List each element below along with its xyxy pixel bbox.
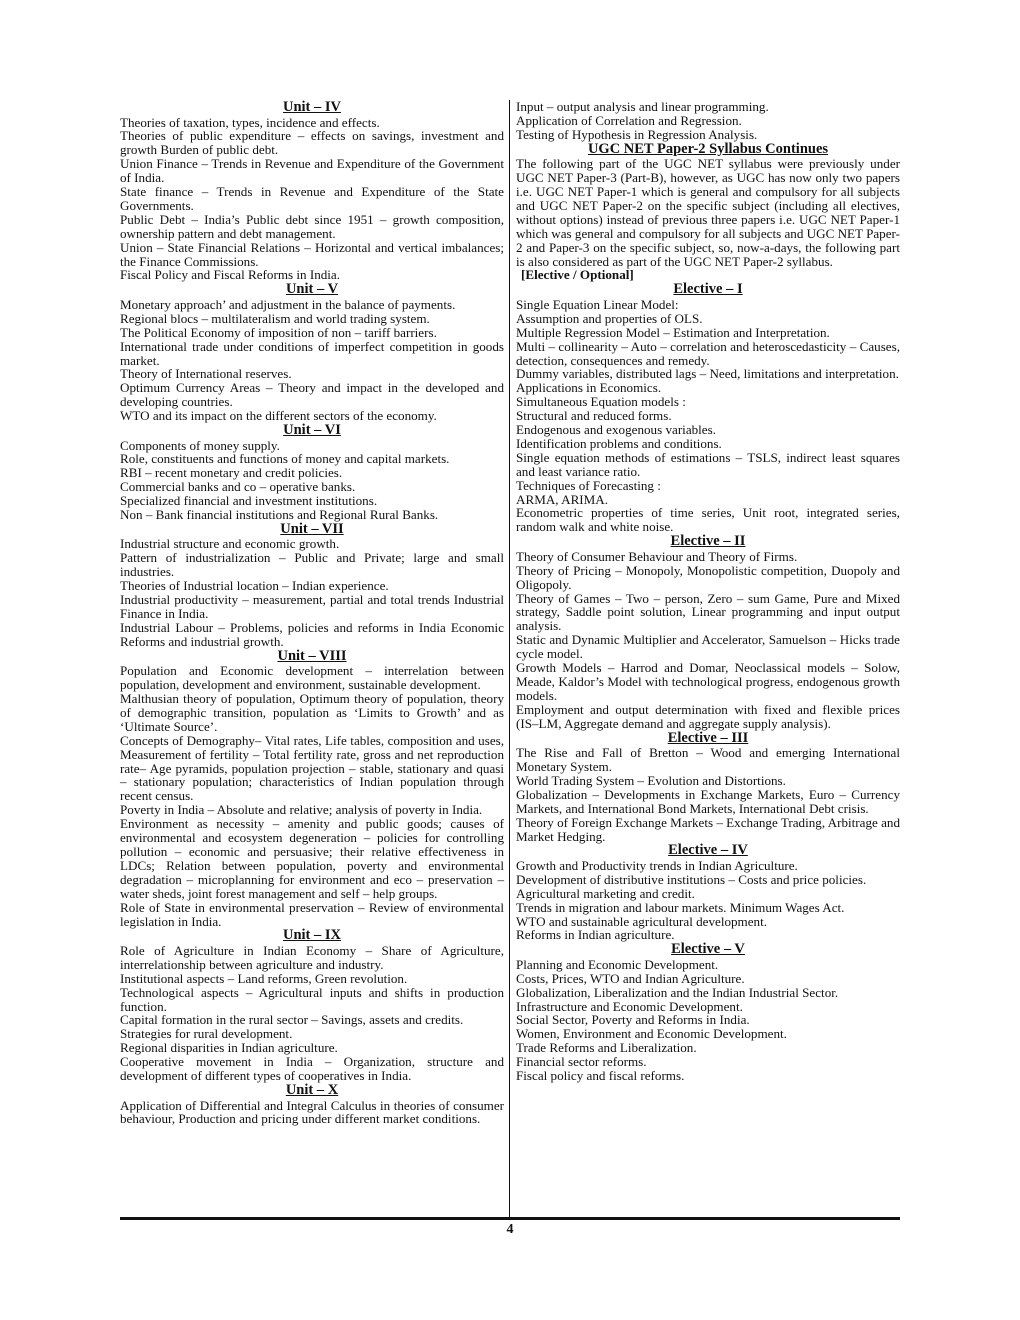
unit-4-item: Union Finance – Trends in Revenue and Expenditure of the Government of India. [120, 156, 504, 186]
elective-3-item: Theory of Foreign Exchange Markets – Exchange Trading, Arbitrage and Market Hedging. [516, 814, 900, 844]
unit-9-section [120, 928, 504, 1083]
unit-9-item: Regional disparities in Indian agriculture. [120, 1040, 338, 1056]
unit-4-item: Theories of public expenditure – effects on savings, investment and growth Burden of public debt. [120, 128, 504, 158]
unit-9-item: Role of Agriculture in Indian Economy – Share of Agriculture, interrelationship between agriculture and industry. [120, 942, 504, 972]
elective-2-section [516, 534, 900, 730]
unit-8-item: Environment as necessity – amenity and public goods; causes of environmental and ecosystem degeneration – policies for controlling pollution – economic and persuasive; their relative effectiveness in LDCs; Relation between population, poverty and environmental degradation – microplanning for environment and eco – preservation – water sheds, joint forest management and self – help groups. [120, 816, 504, 901]
elective-2-item: Growth Models – Harrod and Domar, Neoclassical models – Solow, Meade, Kaldor’s Model with technological progress, endogenous growth models. [516, 660, 900, 703]
unit-4-section [120, 100, 504, 282]
unit-6-item: Commercial banks and co – operative banks. [120, 479, 356, 495]
elective-4-item: Trends in migration and labour markets. Minimum Wages Act. [516, 899, 845, 915]
unit-7-section [120, 522, 504, 649]
unit-9-item: Strategies for rural development. [120, 1026, 293, 1042]
unit-6-item: Components of money supply. [120, 437, 280, 453]
unit-6-item: Role, constituents and functions of money and capital markets. [120, 451, 450, 467]
unit-8-section [120, 649, 504, 929]
unit-4-item: State finance – Trends in Revenue and Expenditure of the State Governments. [120, 184, 504, 213]
left-column [120, 100, 504, 1126]
elective-3-heading: Elective – III [667, 729, 749, 746]
footer-rule [120, 1217, 900, 1220]
elective-4-item: WTO and sustainable agricultural development. [516, 913, 768, 929]
elective-5-section [516, 942, 900, 1083]
elective-4-item: Agricultural marketing and credit. [516, 885, 695, 901]
unit-8-item: Poverty in India – Absolute and relative; analysis of poverty in India. [120, 802, 483, 818]
intro-item: Testing of Hypothesis in Regression Analysis. [516, 126, 758, 142]
elective-1-item: Multiple Regression Model – Estimation and Interpretation. [516, 324, 830, 340]
elective-1-heading: Elective – I [673, 281, 743, 298]
elective-3-section [516, 731, 900, 844]
continues-heading: UGC NET Paper-2 Syllabus Continues [587, 140, 829, 157]
elective-2-item: Theory of Games – Two – person, Zero – sum Game, Pure and Mixed strategy, Saddle point solution, Linear programming and input output analysis. [516, 590, 900, 634]
elective-1-item: ARMA, ARIMA. [516, 491, 609, 507]
unit-4-item: Fiscal Policy and Fiscal Reforms in India. [120, 267, 341, 283]
elective-1-item: Econometric properties of time series, Unit root, integrated series, random walk and white noise. [516, 505, 900, 535]
elective-1-item: Single equation methods of estimations – TSLS, indirect least squares and least variance ratio. [516, 449, 900, 479]
continues-section [516, 142, 900, 283]
elective-5-item: Costs, Prices, WTO and Indian Agriculture. [516, 970, 745, 986]
elective-5-item: Fiscal policy and fiscal reforms. [516, 1068, 685, 1084]
elective-5-item: Trade Reforms and Liberalization. [516, 1040, 697, 1056]
unit-6-item: Non – Bank financial institutions and Regional Rural Banks. [120, 507, 439, 523]
elective-1-item: Techniques of Forecasting : [516, 477, 661, 493]
elective-5-item: Social Sector, Poverty and Reforms in India. [516, 1012, 750, 1028]
unit-10-section [120, 1083, 504, 1126]
unit-6-item: Specialized financial and investment institutions. [120, 493, 378, 509]
unit-7-item: Industrial Labour – Problems, policies and reforms in India Economic Reforms and industrial growth. [120, 619, 504, 649]
unit-5-item: WTO and its impact on the different sectors of the economy. [120, 408, 437, 424]
elective-2-item: Theory of Pricing – Monopoly, Monopolistic competition, Duopoly and Oligopoly. [516, 562, 900, 592]
unit-4-item: Union – State Financial Relations – Horizontal and vertical imbalances; the Finance Commissions. [120, 239, 504, 269]
unit-7-item: Theories of Industrial location – Indian experience. [120, 578, 389, 594]
elective-5-item: Women, Environment and Economic Development. [516, 1026, 787, 1042]
unit-6-item: RBI – recent monetary and credit policies. [120, 465, 343, 481]
intro-item: Application of Correlation and Regression. [516, 112, 742, 128]
unit-9-item: Cooperative movement in India – Organization, structure and development of different types of cooperatives in India. [120, 1054, 504, 1084]
elective-4-section [516, 843, 900, 942]
elective-2-item: Theory of Consumer Behaviour and Theory of Firms. [516, 548, 798, 564]
unit-4-heading: Unit – IV [282, 99, 341, 115]
elective-5-item: Planning and Economic Development. [516, 956, 719, 972]
unit-9-item: Technological aspects – Agricultural inputs and shifts in production function. [120, 984, 504, 1014]
elective-1-item: Applications in Economics. [516, 380, 662, 396]
elective-5-item: Infrastructure and Economic Development. [516, 998, 743, 1014]
elective-3-item: Globalization – Developments in Exchange Markets, Euro – Currency Markets, and International Bond Markets, International Debt crisis. [516, 786, 900, 816]
unit-10-item: Application of Differential and Integral Calculus in theories of consumer behaviour, Production and pricing under different market conditions. [120, 1097, 504, 1127]
unit-5-item: Regional blocs – multilateralism and world trading system. [120, 310, 430, 326]
unit-7-heading: Unit – VII [280, 520, 344, 537]
elective-2-heading: Elective – II [670, 533, 746, 550]
elective-4-item: Growth and Productivity trends in Indian Agriculture. [516, 857, 798, 873]
unit-8-item: Malthusian theory of population, Optimum theory of population, theory of demographic transition, population as ‘Limits to Growth’ and as ‘Ultimate Source’. [120, 691, 504, 734]
intro-item: Input – output analysis and linear programming. [516, 99, 769, 114]
unit-5-item: International trade under conditions of imperfect competition in goods market. [120, 338, 504, 368]
unit-8-heading: Unit – VIII [277, 647, 347, 664]
right-column [516, 100, 900, 1083]
unit-9-item: Capital formation in the rural sector – Savings, assets and credits. [120, 1012, 464, 1028]
unit-10-heading: Unit – X [285, 1082, 339, 1098]
column-divider [509, 100, 510, 1217]
unit-8-item: Population and Economic development – interrelation between population, development and environment, sustainable development. [120, 663, 504, 693]
elective-1-item: Structural and reduced forms. [516, 408, 672, 424]
intro-section [516, 100, 900, 142]
elective-2-item: Employment and output determination with fixed and flexible prices (IS–LM, Aggregate demand and aggregate supply analysis). [516, 701, 900, 731]
unit-7-item: Industrial productivity – measurement, partial and total trends Industrial Finance in India. [120, 592, 504, 621]
elective-4-item: Development of distributive institutions – Costs and price policies. [516, 871, 867, 887]
elective-5-item: Financial sector reforms. [516, 1054, 647, 1070]
unit-8-item: Concepts of Demography– Vital rates, Life tables, composition and uses, Measurement of fertility – Total fertility rate, gross and net reproduction rate– Age pyramids, population projection – stable, stationary and quasi – stationary population; characteristics of Indian population through recent census. [120, 732, 504, 804]
elective-1-section [516, 282, 900, 534]
unit-7-item: Pattern of industrialization – Public and Private; large and small industries. [120, 550, 504, 580]
elective-5-item: Globalization, Liberalization and the Indian Industrial Sector. [516, 984, 839, 1000]
elective-5-heading: Elective – V [671, 941, 745, 958]
elective-4-item: Reforms in Indian agriculture. [516, 927, 675, 943]
elective-1-item: Assumption and properties of OLS. [516, 310, 703, 326]
unit-5-item: Optimum Currency Areas – Theory and impact in the developed and developing countries. [120, 380, 504, 410]
elective-3-item: The Rise and Fall of Bretton – Wood and emerging International Monetary System. [516, 745, 900, 774]
unit-5-heading: Unit – V [285, 281, 339, 298]
continues-paragraph: The following part of the UGC NET syllabus were previously under UGC NET Paper-3 (Part-B), however, as UGC has now only two papers i.e. UGC NET Paper-1 which is general and compulsory for all subjects and UGC NET Paper-2 on the specific subject (including all electives, without options) instead of previous three papers i.e. UGC NET Paper-1 which was general and compulsory for all subjects and UGC NET Paper-2 and Paper-3 on the specific subject, so, now-a-days, the following part is also considered as part of the UGC NET Paper-2 syllabus. [516, 156, 900, 269]
unit-7-item: Industrial structure and economic growth. [120, 536, 340, 552]
elective-1-item: Single Equation Linear Model: [516, 296, 679, 312]
unit-8-item: Role of State in environmental preservation – Review of environmental legislation in India. [120, 899, 504, 929]
unit-5-item: Monetary approach’ and adjustment in the balance of payments. [120, 296, 456, 312]
unit-5-section [120, 282, 504, 423]
elective-1-item: Multi – collinearity – Auto – correlation and heteroscedasticity – Causes, detection, consequences and remedy. [516, 338, 900, 368]
unit-4-item: Public Debt – India’s Public debt since 1951 – growth composition, ownership pattern and debt management. [120, 211, 504, 241]
unit-9-item: Institutional aspects – Land reforms, Green revolution. [120, 970, 408, 986]
unit-5-item: The Political Economy of imposition of non – tariff barriers. [120, 324, 437, 340]
elective-1-item: Dummy variables, distributed lags – Need, limitations and interpretation. [516, 366, 899, 382]
elective-1-item: Identification problems and conditions. [516, 435, 722, 451]
unit-4-item: Theories of taxation, types, incidence and effects. [120, 114, 380, 130]
elective-3-item: World Trading System – Evolution and Distortions. [516, 772, 786, 788]
page-number: 4 [506, 1222, 514, 1237]
elective-4-heading: Elective – IV [668, 842, 748, 859]
elective-1-item: Simultaneous Equation models : [516, 394, 686, 410]
optional-tag: [Elective / Optional] [521, 267, 634, 283]
unit-6-section [120, 423, 504, 522]
elective-1-item: Endogenous and exogenous variables. [516, 422, 716, 438]
elective-2-item: Static and Dynamic Multiplier and Accelerator, Samuelson – Hicks trade cycle model. [516, 632, 900, 662]
unit-6-heading: Unit – VI [283, 422, 341, 439]
unit-9-heading: Unit – IX [282, 927, 341, 944]
unit-5-item: Theory of International reserves. [120, 366, 292, 382]
